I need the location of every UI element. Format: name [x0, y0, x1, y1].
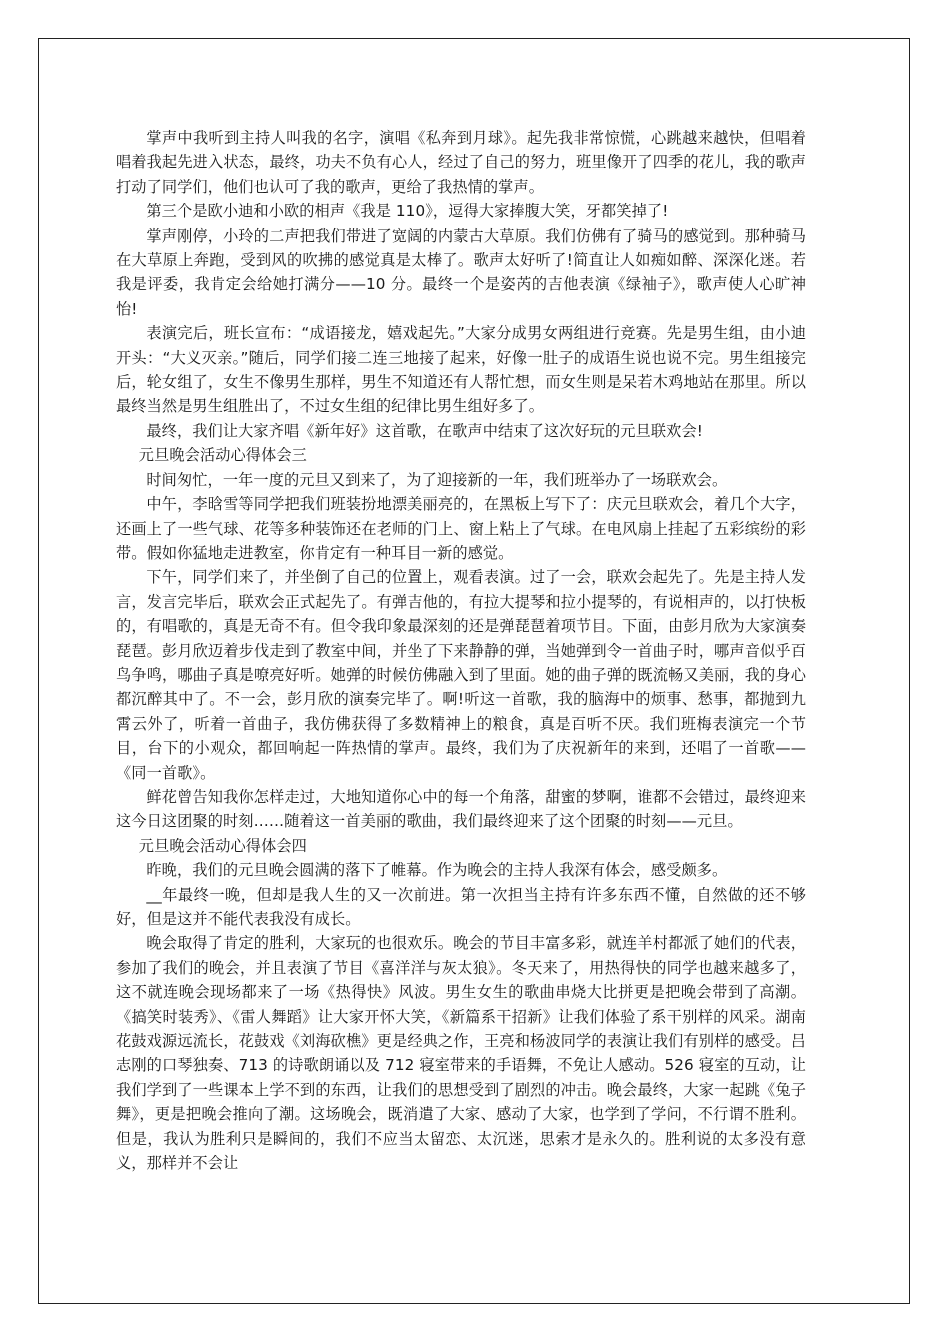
paragraph-8: 下午，同学们来了，并坐倒了自己的位置上，观看表演。过了一会，联欢会起先了。先是主持人发言，发言完毕后，联欢会正式起先了。有弹吉他的，有拉大提琴和拉小提琴的，有说相声的，以打快板的，有唱歌的，真是无奇不有。但令我印象最深刻的还是弹琵琶着项节目。下面，由彭月欣为大家演奏琵琶。彭月欣迈着步伐走到了教室中间，并坐了下来静静的弹，当她弹到令一首曲子时，哪声音似乎百鸟争鸣，哪曲子真是嘹亮好听。她弹的时候仿佛融入到了里面。她的曲子弹的既流畅又美丽，我的身心都沉醉其中了。不一会，彭月欣的演奏完毕了。啊!听这一首歌，我的脑海中的烦事、愁事，都抛到九霄云外了，听着一首曲子，我仿佛获得了多数精神上的粮食，真是百听不厌。我们班梅表演完一个节目，台下的小观众，都回响起一阵热情的掌声。最终，我们为了庆祝新年的来到，还唱了一首歌——《同一首歌》。 [116, 568, 806, 782]
paragraph-9: 鲜花曾告知我你怎样走过，大地知道你心中的每一个角落，甜蜜的梦啊，谁都不会错过，最终迎来这今日这团聚的时刻……随着这一首美丽的歌曲，我们最终迎来了这个团聚的时刻——元旦。 [116, 787, 806, 831]
section-heading-4: 元旦晚会活动心得体会四 [138, 836, 307, 855]
paragraph-4: 表演完后，班长宣布：“成语接龙，嬉戏起先。”大家分成男女两组进行竞赛。先是男生组，由小迪开头：“大义灭亲。”随后，同学们接二连三地接了起来，好像一肚子的成语生说也说不完。男生组接完后，轮女组了，女生不像男生那样，男生不知道还有人帮忙想，而女生则是呆若木鸡地站在那里。所以最终当然是男生组胜出了，不过女生组的纪律比男生组好多了。 [116, 324, 806, 416]
document-body [116, 126, 806, 1175]
paragraph-11: __年最终一晚，但却是我人生的又一次前进。第一次担当主持有许多东西不懂，自然做的还不够好，但是这并不能代表我没有成长。 [116, 885, 806, 928]
paragraph-12: 晚会取得了肯定的胜利，大家玩的也很欢乐。晚会的节目丰富多彩，就连羊村都派了她们的代表，参加了我们的晚会，并且表演了节目《喜洋洋与灰太狼》。冬天来了，用热得快的同学也越来越多了，这不就连晚会现场都来了一场《热得快》风波。男生女生的歌曲串烧大比拼更是把晚会带到了高潮。《搞笑时装秀》、《雷人舞蹈》让大家开怀大笑，《新篇系干招新》让我们体验了系干别样的风采。湖南花鼓戏源远流长，花鼓戏《刘海砍樵》更是经典之作，王亮和杨波同学的表演让我们有别样的感受。吕志刚的口琴独奏、713 的诗歌朗诵以及 712 寝室带来的手语舞，不免让人感动。526 寝室的互动，让我们学到了一些课本上学不到的东西，让我们的思想受到了剧烈的冲击。晚会最终，大家一起跳《兔子舞》，更是把晚会推向了潮。这场晚会，既消遣了大家、感动了大家，也学到了学问，不行谓不胜利。但是，我认为胜利只是瞬间的，我们不应当太留恋、太沉迷，思索才是永久的。胜利说的太多没有意义，那样并不会让 [116, 934, 806, 1173]
paragraph-5: 最终，我们让大家齐唱《新年好》这首歌，在歌声中结束了这次好玩的元旦联欢会! [146, 421, 703, 440]
paragraph-3: 掌声刚停，小玲的二声把我们带进了宽阔的内蒙古大草原。我们仿佛有了骑马的感觉到。那种骑马在大草原上奔跑，受到风的吹拂的感觉真是太棒了。歌声太好听了!简直让人如痴如醉、深深化迷。若我是评委，我肯定会给她打满分——10 分。最终一个是姿芮的吉他表演《绿袖子》，歌声使人心旷神怡! [116, 226, 806, 318]
paragraph-2: 第三个是欧小迪和小欧的相声《我是 110》，逗得大家捧腹大笑，牙都笑掉了! [146, 202, 669, 221]
paragraph-10: 昨晚，我们的元旦晚会圆满的落下了帷幕。作为晚会的主持人我深有体会，感受颇多。 [146, 861, 728, 880]
paragraph-1: 掌声中我听到主持人叫我的名字，演唱《私奔到月球》。起先我非常惊慌，心跳越来越快，但唱着唱着我起先进入状态，最终，功夫不负有心人，经过了自己的努力，班里像开了四季的花儿，我的歌声打动了同学们，他们也认可了我的歌声，更给了我热情的掌声。 [116, 129, 806, 196]
section-heading-3: 元旦晚会活动心得体会三 [138, 446, 307, 465]
paragraph-6: 时间匆忙，一年一度的元旦又到来了，为了迎接新的一年，我们班举办了一场联欢会。 [146, 470, 728, 489]
paragraph-7: 中午，李晗雪等同学把我们班装扮地漂美丽亮的，在黑板上写下了：庆元旦联欢会，着几个大字，还画上了一些气球、花等多种装饰还在老师的门上、窗上粘上了气球。在电风扇上挂起了五彩缤纷的彩带。假如你猛地走进教室，你肯定有一种耳目一新的感觉。 [116, 495, 806, 562]
